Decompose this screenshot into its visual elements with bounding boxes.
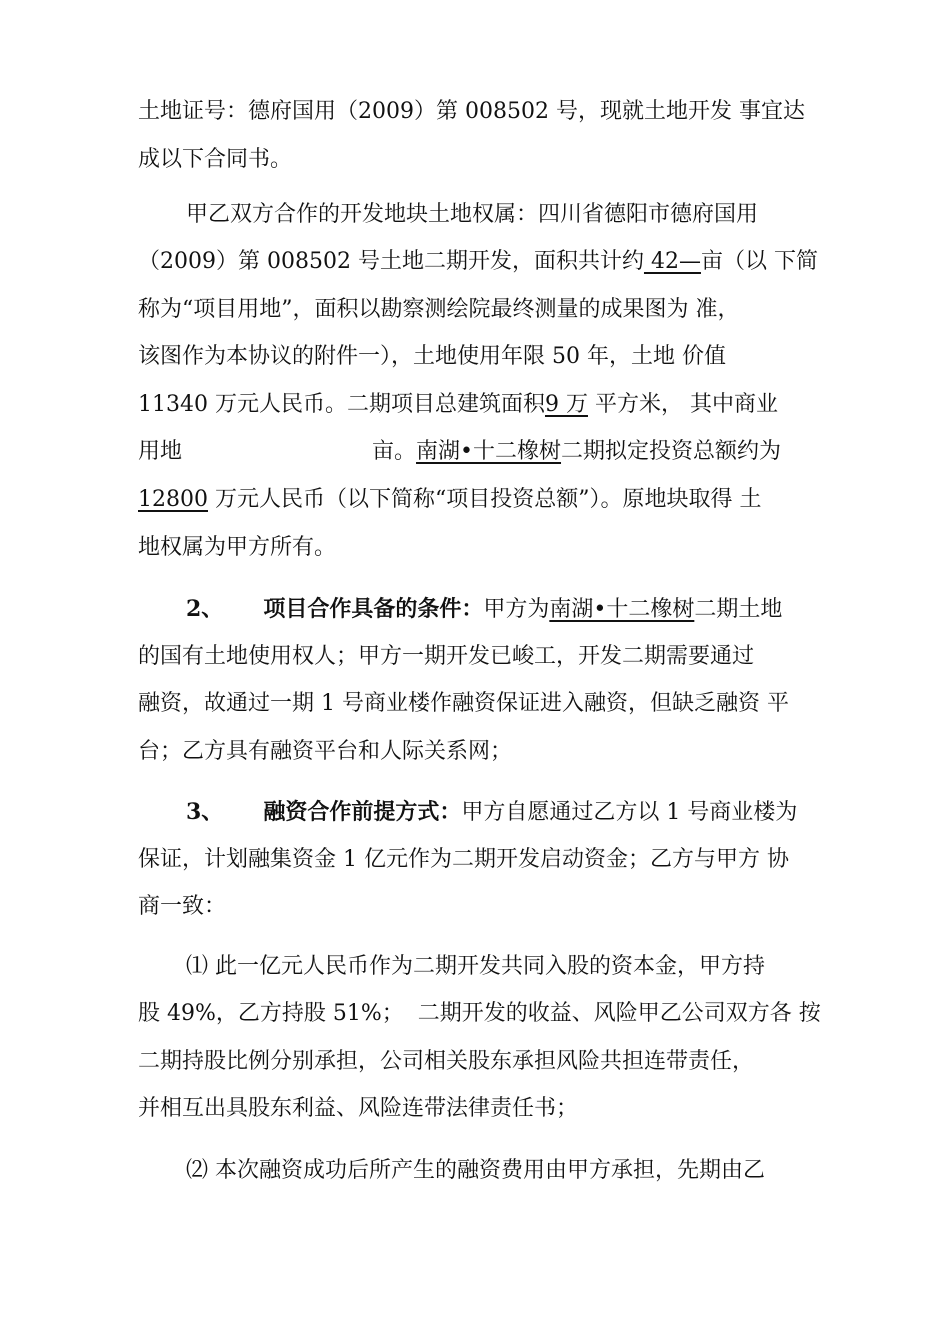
para-2-line-6-text-c: 二期拟定投资总额约为	[561, 439, 782, 464]
para-6-line-1: ⑵ 本次融资成功后所产生的融资费用由甲方承担，先期由乙	[186, 1158, 765, 1183]
para-5-line-4: 并相互出具股东利益、风险连带法律责任书；	[138, 1096, 579, 1121]
para-2-line-6	[138, 437, 828, 467]
para-4-line-3: 商一致：	[138, 894, 227, 919]
para-2-line-6-text-b: 亩。	[372, 439, 417, 464]
para-2-line-8: 地权属为甲方所有。	[138, 535, 337, 560]
section-heading: 融资合作前提方式：	[263, 799, 462, 825]
para-2-line-5-text-b: 平方米， 其中商业	[587, 392, 778, 417]
project-name: 南湖•十二橡树	[549, 597, 695, 622]
para-2-line-2-text-a: （2009）第 008502 号土地二期开发，面积共计约	[138, 249, 644, 274]
para-4-line-1-text-b: 甲方自愿通过乙方以 1 号商业楼为	[461, 800, 798, 825]
para-3-line-4: 台；乙方具有融资平台和人际关系网；	[138, 739, 513, 764]
para-3-line-3: 融资，故通过一期 1 号商业楼作融资保证进入融资，但缺乏融资 平	[138, 691, 789, 716]
building-area-value: 9 万	[544, 392, 588, 417]
project-name: 南湖•十二橡树	[416, 439, 562, 464]
investment-total-value: 12800	[138, 487, 208, 512]
para-1-line-1: 土地证号：德府国用（2009）第 008502 号，现就土地开发 事宜达	[138, 99, 805, 124]
para-2-line-5	[138, 390, 828, 420]
land-area-value: 42—	[643, 249, 701, 274]
para-2-line-2	[138, 247, 828, 277]
item-number: 2、	[186, 596, 224, 622]
para-2-line-3: 称为“项目用地”，面积以勘察测绘院最终测量的成果图为 准，	[138, 297, 740, 322]
section-heading: 项目合作具备的条件：	[263, 596, 484, 622]
para-2-line-5-text-a: 11340 万元人民币。二期项目总建筑面积	[138, 392, 545, 417]
para-3-line-1	[186, 594, 828, 624]
para-2-line-7	[138, 485, 828, 515]
para-2-line-6-text-a: 用地	[138, 439, 183, 464]
para-4-line-1	[186, 797, 828, 827]
para-4-line-2: 保证，计划融集资金 1 亿元作为二期开发启动资金；乙方与甲方 协	[138, 847, 789, 872]
para-3-line-2: 的国有土地使用权人；甲方一期开发已峻工，开发二期需要通过	[138, 644, 755, 669]
para-2-line-1: 甲乙双方合作的开发地块土地权属：四川省德阳市德府国用	[186, 202, 759, 227]
para-2-line-7-text-b: 万元人民币（以下简称“项目投资总额”）。原地块取得 土	[208, 487, 762, 512]
para-2-line-4: 该图作为本协议的附件一），土地使用年限 50 年，土地 价值	[138, 344, 726, 369]
para-2-line-2-text-b: 亩（以 下简	[700, 249, 818, 274]
para-5-line-2: 股 49%，乙方持股 51%； 二期开发的收益、风险甲乙公司双方各 按	[138, 1001, 821, 1026]
item-number: 3、	[186, 799, 224, 825]
para-3-line-1-text-b: 二期土地	[694, 597, 783, 622]
para-1-line-2: 成以下合同书。	[138, 147, 293, 172]
para-5-line-3: 二期持股比例分别承担，公司相关股东承担风险共担连带责任，	[138, 1049, 755, 1074]
para-3-line-1-text-a: 甲方为	[483, 597, 550, 622]
para-5-line-1: ⑴ 此一亿元人民币作为二期开发共同入股的资本金，甲方持	[186, 954, 765, 979]
